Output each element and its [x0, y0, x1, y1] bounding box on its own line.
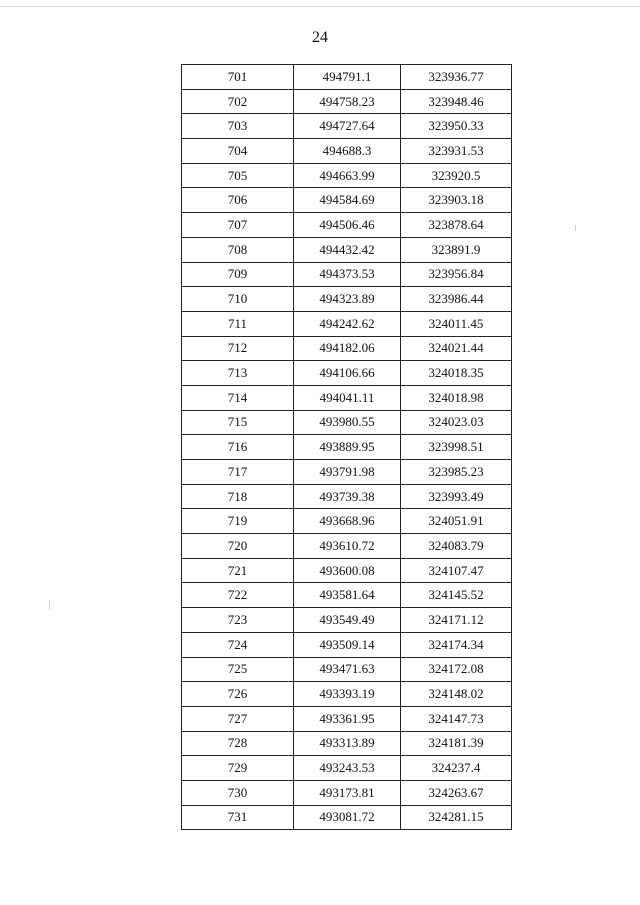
x-coordinate-cell: 494432.42: [294, 237, 401, 262]
point-id-cell: 722: [182, 583, 294, 608]
y-coordinate-cell: 324021.44: [401, 336, 512, 361]
point-id-cell: 724: [182, 632, 294, 657]
y-coordinate-cell: 324011.45: [401, 311, 512, 336]
x-coordinate-cell: 493610.72: [294, 534, 401, 559]
point-id-cell: 701: [182, 65, 294, 90]
x-coordinate-cell: 494727.64: [294, 114, 401, 139]
x-coordinate-cell: 493889.95: [294, 435, 401, 460]
y-coordinate-cell: 323985.23: [401, 460, 512, 485]
point-id-cell: 727: [182, 706, 294, 731]
table-row: [182, 435, 512, 460]
x-coordinate-cell: 494373.53: [294, 262, 401, 287]
point-id-cell: 718: [182, 484, 294, 509]
coordinates-table: [181, 64, 512, 830]
y-coordinate-cell: 324018.98: [401, 385, 512, 410]
y-coordinate-cell: 324023.03: [401, 410, 512, 435]
y-coordinate-cell: 324083.79: [401, 534, 512, 559]
point-id-cell: 717: [182, 460, 294, 485]
y-coordinate-cell: 324018.35: [401, 361, 512, 386]
x-coordinate-cell: 494663.99: [294, 163, 401, 188]
table-row: [182, 756, 512, 781]
x-coordinate-cell: 493471.63: [294, 657, 401, 682]
point-id-cell: 711: [182, 311, 294, 336]
x-coordinate-cell: 494182.06: [294, 336, 401, 361]
x-coordinate-cell: 493173.81: [294, 780, 401, 805]
point-id-cell: 721: [182, 558, 294, 583]
point-id-cell: 723: [182, 608, 294, 633]
point-id-cell: 715: [182, 410, 294, 435]
point-id-cell: 710: [182, 287, 294, 312]
point-id-cell: 706: [182, 188, 294, 213]
x-coordinate-cell: 494791.1: [294, 65, 401, 90]
table-row: [182, 805, 512, 830]
y-coordinate-cell: 324145.52: [401, 583, 512, 608]
point-id-cell: 702: [182, 89, 294, 114]
y-coordinate-cell: 324281.15: [401, 805, 512, 830]
point-id-cell: 716: [182, 435, 294, 460]
x-coordinate-cell: 493791.98: [294, 460, 401, 485]
x-coordinate-cell: 494506.46: [294, 213, 401, 238]
y-coordinate-cell: 323891.9: [401, 237, 512, 262]
table-row: [182, 731, 512, 756]
y-coordinate-cell: 323931.53: [401, 139, 512, 164]
x-coordinate-cell: 493509.14: [294, 632, 401, 657]
y-coordinate-cell: 323936.77: [401, 65, 512, 90]
y-coordinate-cell: 324147.73: [401, 706, 512, 731]
table-row: [182, 114, 512, 139]
y-coordinate-cell: 324171.12: [401, 608, 512, 633]
x-coordinate-cell: 494242.62: [294, 311, 401, 336]
scan-speck: [49, 600, 50, 610]
y-coordinate-cell: 323948.46: [401, 89, 512, 114]
table-row: [182, 780, 512, 805]
x-coordinate-cell: 493581.64: [294, 583, 401, 608]
point-id-cell: 720: [182, 534, 294, 559]
table-row: [182, 460, 512, 485]
y-coordinate-cell: 323878.64: [401, 213, 512, 238]
table-row: [182, 509, 512, 534]
point-id-cell: 731: [182, 805, 294, 830]
x-coordinate-cell: 493549.49: [294, 608, 401, 633]
y-coordinate-cell: 323920.5: [401, 163, 512, 188]
table-row: [182, 188, 512, 213]
table-row: [182, 484, 512, 509]
x-coordinate-cell: 493668.96: [294, 509, 401, 534]
y-coordinate-cell: 324172.08: [401, 657, 512, 682]
y-coordinate-cell: 323956.84: [401, 262, 512, 287]
x-coordinate-cell: 493739.38: [294, 484, 401, 509]
table-row: [182, 213, 512, 238]
table-row: [182, 657, 512, 682]
x-coordinate-cell: 493243.53: [294, 756, 401, 781]
page-number: 24: [312, 29, 328, 46]
x-coordinate-cell: 493980.55: [294, 410, 401, 435]
point-id-cell: 729: [182, 756, 294, 781]
y-coordinate-cell: 324237.4: [401, 756, 512, 781]
x-coordinate-cell: 493361.95: [294, 706, 401, 731]
point-id-cell: 708: [182, 237, 294, 262]
point-id-cell: 725: [182, 657, 294, 682]
y-coordinate-cell: 324174.34: [401, 632, 512, 657]
table-row: [182, 410, 512, 435]
y-coordinate-cell: 323993.49: [401, 484, 512, 509]
y-coordinate-cell: 324148.02: [401, 682, 512, 707]
table-row: [182, 706, 512, 731]
y-coordinate-cell: 324263.67: [401, 780, 512, 805]
table-row: [182, 608, 512, 633]
point-id-cell: 714: [182, 385, 294, 410]
point-id-cell: 707: [182, 213, 294, 238]
x-coordinate-cell: 493393.19: [294, 682, 401, 707]
x-coordinate-cell: 494758.23: [294, 89, 401, 114]
x-coordinate-cell: 494106.66: [294, 361, 401, 386]
x-coordinate-cell: 494323.89: [294, 287, 401, 312]
x-coordinate-cell: 493313.89: [294, 731, 401, 756]
point-id-cell: 709: [182, 262, 294, 287]
table-row: [182, 311, 512, 336]
point-id-cell: 730: [182, 780, 294, 805]
table-row: [182, 632, 512, 657]
table-row: [182, 682, 512, 707]
point-id-cell: 703: [182, 114, 294, 139]
y-coordinate-cell: 324181.39: [401, 731, 512, 756]
table-row: [182, 65, 512, 90]
table-row: [182, 385, 512, 410]
table-row: [182, 583, 512, 608]
scan-speck: [575, 225, 576, 231]
table-row: [182, 558, 512, 583]
table-row: [182, 336, 512, 361]
table-row: [182, 139, 512, 164]
y-coordinate-cell: 323950.33: [401, 114, 512, 139]
table-row: [182, 237, 512, 262]
point-id-cell: 713: [182, 361, 294, 386]
table-row: [182, 534, 512, 559]
x-coordinate-cell: 494688.3: [294, 139, 401, 164]
y-coordinate-cell: 323986.44: [401, 287, 512, 312]
table-row: [182, 89, 512, 114]
y-coordinate-cell: 323998.51: [401, 435, 512, 460]
x-coordinate-cell: 493081.72: [294, 805, 401, 830]
point-id-cell: 712: [182, 336, 294, 361]
point-id-cell: 705: [182, 163, 294, 188]
x-coordinate-cell: 494584.69: [294, 188, 401, 213]
coordinates-table-body: [182, 65, 512, 830]
point-id-cell: 728: [182, 731, 294, 756]
point-id-cell: 726: [182, 682, 294, 707]
table-row: [182, 287, 512, 312]
table-row: [182, 361, 512, 386]
y-coordinate-cell: 324107.47: [401, 558, 512, 583]
point-id-cell: 719: [182, 509, 294, 534]
table-row: [182, 163, 512, 188]
table-row: [182, 262, 512, 287]
y-coordinate-cell: 323903.18: [401, 188, 512, 213]
x-coordinate-cell: 494041.11: [294, 385, 401, 410]
x-coordinate-cell: 493600.08: [294, 558, 401, 583]
point-id-cell: 704: [182, 139, 294, 164]
scan-border-line: [0, 6, 640, 7]
y-coordinate-cell: 324051.91: [401, 509, 512, 534]
